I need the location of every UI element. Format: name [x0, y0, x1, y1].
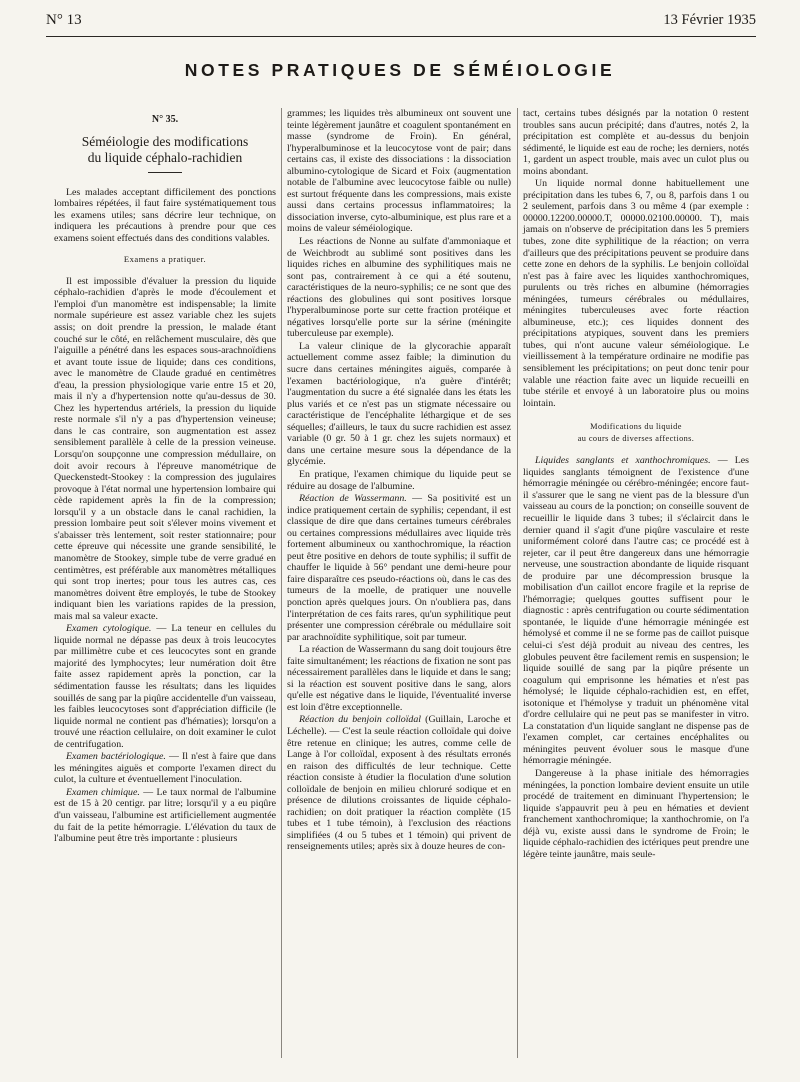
paragraph-albumine-cont: grammes; les liquides très albumineux ont souvent une teinte légèrement jaunâtre et coagulent spontanément en masse (syndrome de Froin). En général, l'hyperalbuminose et la leucocytose vont de pair; dans certains cas, il existe des dissociations : la dissociation albumino-cytologique de Sicard et Foix (augmentation notable de l'albumine avec leucocytose faible ou nulle) est surtout fréquente dans les compressions, mais existe aussi dans certains processus inflammatoires; la dissociation inverse, cyto-albuminique, est plus rare et a moins de valeur séméiologique. [287, 108, 511, 235]
header-rule [46, 36, 756, 37]
text-cytologique: — La teneur en cellules du liquide normal ne dépasse pas deux à trois leucocytes par millimètre cube et ces leucocytes sont en grande majorité des lymphocytes; leur numération doit être faite assez rapidement après la ponction, car la sédimentation fausse les résultats; dans les liquides souillés de sang par la piqûre accidentelle d'un vaisseau, les faibles leucocytoses sont d'appréciation difficile (le liquide normal ne contient pas d'hématies); lorsqu'on a trouvé une réaction cellulaire, on doit examiner le culot de centrifugation. [54, 623, 276, 750]
label-benjoin: Réaction du benjoin colloïdal [299, 714, 422, 726]
paragraph-liquide-normal: Un liquide normal donne habituellement une précipitation dans les tubes 6, 7, ou 8, parfois dans 1 ou 2 seulement, parfois dans 3 ou même 4 (par exemple : 00000.12200.00000.T, 00000.02100.00000. T), mais jamais on n'observe de précipitation dans les 5 premiers tubes, zone dite syphilitique de la réaction; on verra d'ailleurs que des précipitations peuvent se produire dans cette zone en dehors de la syphilis. Le benjoin colloïdal n'est pas à faire avec les liquides xanthochromiques, purulents ou très riches en albumine (hémorragies méningées, tumeurs cérébrales ou médullaires, méningites tuberculeuses avec forte réaction albumineuse, etc.); ces liquides donnent des précipitations atypiques, souvent dans les premiers tubes, qui n'ont aucune valeur séméiologique. Le vieillissement à la température ordinaire ne modifie pas sensiblement les précipitations; on peut donc tenir pour valable une réaction faite avec un liquide recueilli en tube stérile et envoyé à un laboratoire plus ou moins lointain. [523, 178, 749, 409]
paragraph-wassermann [287, 493, 511, 643]
section-title: NOTES PRATIQUES DE SÉMÉIOLOGIE [184, 60, 616, 80]
paragraph-pratique: En pratique, l'examen chimique du liquide peut se réduire au dosage de l'albumine. [287, 468, 511, 492]
text-wassermann: — Sa positivité est un indice pratiquement certain de syphilis; cependant, il est classique de dire que dans certaines tumeurs cérébrales ou certaines compressions médullaires avec liquide très fortement albumineux ou xanthochromique, la réaction peut être positive en dehors de toute syphilis; il suffit de chauffer le liquide à 56° pendant une demi-heure pour faire disparaître ces pseudo-réactions où, dans le cas des tumeurs de la moelle, de pratiquer une nouvelle ponction après quelques jours. On n'oubliera pas, dans l'interprétation de ces faits rares, qu'un syphilitique peut présenter une compression cérébrale ou médullaire soit par arachnoïdite syphilitique, soit par tumeur. [287, 493, 512, 643]
sub-heading-modifications-line-1: Modifications du liquide [590, 422, 682, 432]
column-1 [54, 108, 276, 846]
paragraph-benjoin-cont: tact, certains tubes désignés par la notation 0 restent troubles sans aucun précipité; dans d'autres, notés 2, la précipitation est complète et au-dessus du benjoin sédimenté, le liquide est eau de roche; les derniers, notés 1, gardent un aspect trouble, mais avec un culot plus ou moins abondant. [523, 108, 749, 177]
article-title [54, 134, 276, 166]
text-liquides-sanglants: — Les liquides sanglants témoignent de l'existence d'une hémorragie méningée ou cérébro-méningée; encore faut-il s'assurer que le sang ne vient pas de la blessure d'un vaisseau au cours de la ponction; on conseille souvent de recueillir le liquide dans 3 tubes; il s'éclaircit dans le dernier quand il s'agit d'une piqûre vasculaire et reste uniformément coloré dans l'autre cas; ce procédé est à rejeter, car il peut être dangereux dans une hémorragie nerveuse, une soustraction abondante de liquide risquant de produire par une décompression brusque la mobilisation d'un caillot encore fragile et la reprise de l'hémorragie; quelques gouttes suffisent pour le diagnostic : après centrifugation ou courte sédimentation spontanée, le liquide d'une hémorragie méningée est hémolysé et comme il ne se forme pas de caillot puisque celui-ci s'est déjà produit au niveau des centres, les globules peuvent être facilement remis en suspension; le liquide souillé de sang par la piqûre présente un coagulum qui emprisonne les hématies et n'est pas hémolysé; le liquide céphalo-rachidien est, en effet, isotonique et l'hémolyse y traduit un phénomène vital d'ordre cellulaire qui ne peut pas se manifester in vitro. La constatation d'un liquide sanglant ne dispense pas de l'examen complet, car certaines encéphalites ou méningites peuvent évoluer sous le masque d'une hémorragie méningée. [523, 455, 749, 767]
label-chimique: Examen chimique. [66, 786, 140, 798]
paragraph-wassermann-sang: La réaction de Wassermann du sang doit toujours être faite simultanément; les réactions de fixation ne sont pas nécessairement parallèles dans le liquide et dans le sang; si la réaction est souvent positive dans le sang, alors qu'elle est négative dans le liquide, l'éventualité inverse est loin d'être exceptionnelle. [287, 644, 511, 713]
page-number: N° 13 [46, 12, 82, 28]
article-title-line-2: du liquide céphalo-rachidien [87, 149, 243, 165]
column-2 [287, 108, 511, 854]
label-cytologique: Examen cytologique. [66, 623, 152, 635]
text-benjoin: (Guillain, Laroche et Léchelle). — C'est la seule réaction colloïdale qui doive être retenue en clinique; les autres, comme celle de Lange à l'or colloïdal, exposent à des résultats erronés en raison des difficultés de leur technique. Cette réaction consiste à étudier la floculation d'une solution colloïdale de benjoin en milieu chloruré sodique et en présence de dilutions croissantes de liquide céphalo-rachidien; on doit pratiquer la réaction complète (15 tubes et 1 tube témoin), à l'exclusion des réactions simplifiées (4 ou 5 tubes et 1 témoin) qui privent de renseignements utiles; après six à douze heures de con- [287, 714, 512, 853]
paragraph-pression: Il est impossible d'évaluer la pression du liquide céphalo-rachidien d'après le mode d'écoulement et l'emploi d'un manomètre est indispensable; la limite normale supérieure est assez variable chez les sujets assis; on doit prendre la pression, le malade étant couché sur le côté, en relâchement musculaire, dès que l'aiguille a pénétré dans les espaces sous-arachnoïdiens et avant toute issue de liquide; dans ces conditions, avec le manomètre de Claude gradué en centimètres d'eau, la pression physiologique varie entre 15 et 20, mais il n'y a d'hypertension notte qu'au-dessus de 30. Chez les hypertendus artériels, la pression du liquide reste normale s'il n'y a pas d'hypertension veineuse; dans le cas contraire, son augmentation est assez sensiblement parallèle à celle de la pression veineuse. Lorsqu'on soupçonne une compression médullaire, on doit avoir recours à l'épreuve manométrique de Queckenstedt-Stookey : la compression des jugulaires provoque à l'état normal une hypertension lombaire qui cède rapidement après la fin de la compression; lorsqu'il y a un obstacle dans le canal rachidien, la pression lombaire peut soit s'élever moins vivement et s'abaisser très lentement, soit rester stationnaire; pour cette épreuve qui nécessite une grande sensibilité, le manomètre de Stookey, simple tube de verre gradué en centimètres, est préférable aux manomètres métalliques qui sont trop inertes; pour tous les autres cas, ces manomètres doivent être employés, le tube de Stookey indiquant bien les variations rapides de la pression, mais mal sa valeur exacte. [54, 275, 276, 622]
paragraph-dangereuse: Dangereuse à la phase initiale des hémorragies méningées, la ponction lombaire devient ensuite un utile procédé de traitement en diminuant l'hypertension; le liquide s'appauvrit peu à peu en hématies et devient franchement xanthochromique; la xanthochromie, on l'a déjà vu, existe aussi dans le syndrome de Froin; le liquide céphalo-rachidien des ictériques peut prendre une légère teinte jaunâtre, mais seule- [523, 767, 749, 860]
page-header [0, 0, 800, 60]
column-divider-1 [281, 108, 282, 1058]
sub-heading-examens: Examens a pratiquer. [123, 254, 207, 265]
title-rule [148, 172, 182, 173]
paragraph-nonne: Les réactions de Nonne au sulfate d'ammoniaque et de Weichbrodt au sublimé sont positives dans les liquides riches en albumine des syphilitiques mais ne sont pas, contrairement à ce qui a été soutenu, caractéristiques de la neuro-syphilis; ce ne sont que des réactions des globulines qui sont positives lorsque l'hyperalbuminose porte sur cette fraction protéique et négatives lorsqu'elle porte sur la sérine (méningite tuberculeuse par exemple). [287, 236, 511, 340]
sub-heading-modifications [523, 421, 749, 445]
paragraph-bacteriologique [54, 751, 276, 786]
paragraph-glycorachie: La valeur clinique de la glycorachie apparaît actuellement comme assez faible; la diminution du sucre dans certaines méningites aiguës, comparée à l'examen bactériologique, n'a guère d'intérêt; l'augmentation du sucre a été signalée dans les états les plus variés et ce n'est pas un stigmate nécessaire ou caractéristique de l'encéphalite léthargique et de ses séquelles; d'ailleurs, le taux du sucre rachidien est assez variable (0 gr. 50 à 1 gr. chez les sujets normaux) et dans une certaine mesure sous la dépendance de la glycémie. [287, 340, 511, 468]
column-3 [523, 108, 749, 861]
text-chimique: — Le taux normal de l'albumine est de 15 à 20 centigr. par litre; lorsqu'il y a eu piqûre d'un vaisseau, l'albumine est artificiellement augmentée du fait de la petite hémorragie. L'élévation du taux de l'albumine peut être très importante : plusieurs [54, 786, 276, 845]
article-number: N° 35. [151, 114, 179, 125]
label-bacteriologique: Examen bactériologique. [66, 751, 166, 763]
intro-paragraph: Les malades acceptant difficilement des ponctions lombaires répétées, il faut faire systématiquement tous les examens utiles; sans décrire leur technique, on indiquera les précautions à prendre pour que ces examens soient effectués dans des conditions valables. [54, 186, 276, 244]
paragraph-cytologique [54, 623, 276, 750]
article-title-line-1: Séméiologie des modifications [81, 133, 249, 149]
issue-date: 13 Février 1935 [663, 12, 756, 28]
paragraph-chimique [54, 787, 276, 845]
paragraph-liquides-sanglants [523, 455, 749, 767]
paragraph-benjoin [287, 714, 511, 853]
column-divider-2 [517, 108, 518, 1058]
sub-heading-modifications-line-2: au cours de diverses affections. [577, 434, 695, 444]
label-wassermann: Réaction de Wassermann. [299, 493, 407, 505]
text-bacteriologique: — Il n'est à faire que dans les méningites aiguës et comporte l'examen direct du culot, la culture et éventuellement l'inoculation. [54, 751, 276, 786]
label-liquides-sanglants: Liquides sanglants et xanthochromiques. [535, 455, 711, 467]
